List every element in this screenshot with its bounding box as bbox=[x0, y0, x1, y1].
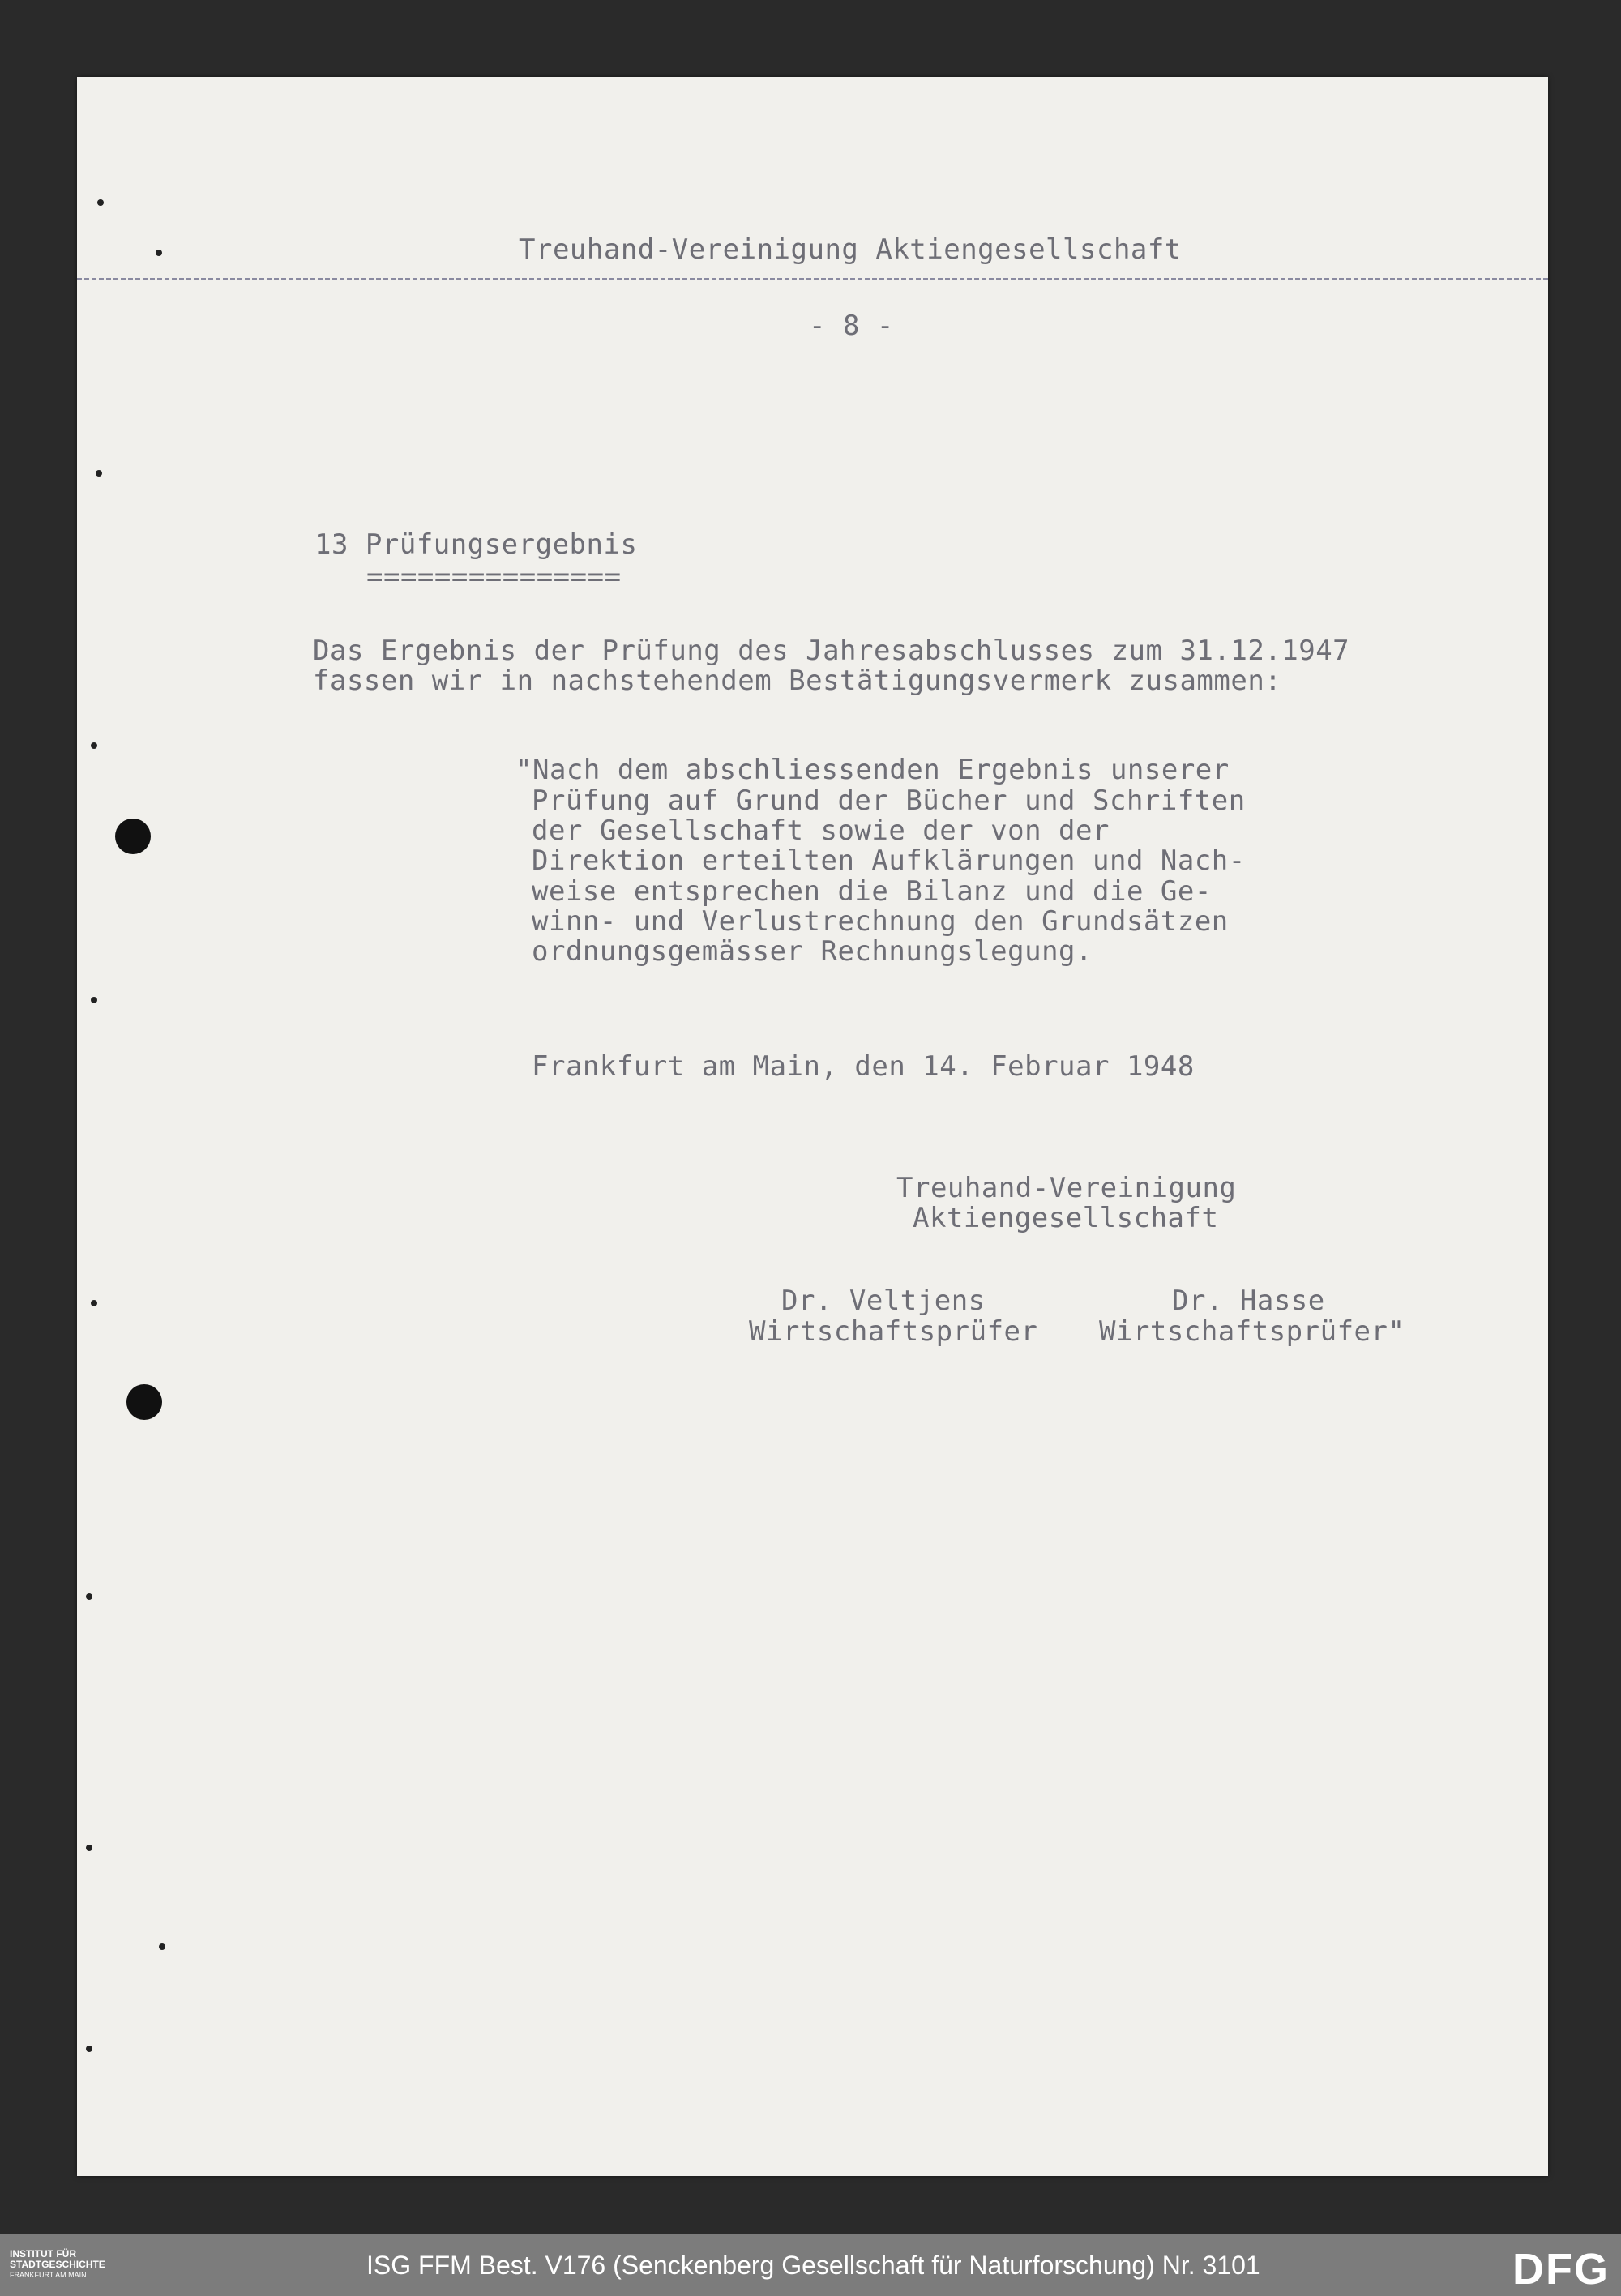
company-line: Treuhand-Vereinigung bbox=[896, 1172, 1237, 1204]
signatory-2-title: Wirtschaftsprüfer" bbox=[1099, 1315, 1405, 1348]
pin-hole bbox=[156, 250, 162, 256]
signatory-2-name: Dr. Hasse bbox=[1172, 1285, 1325, 1317]
punch-hole-top bbox=[115, 819, 151, 854]
institute-line: STADTGESCHICHTE bbox=[10, 2259, 105, 2270]
section-heading: 13 Prüfungsergebnis bbox=[314, 528, 638, 561]
section-underline: =============== bbox=[366, 561, 622, 593]
pin-hole bbox=[86, 1845, 92, 1851]
pin-hole bbox=[96, 470, 102, 477]
institute-logo bbox=[10, 2249, 105, 2281]
quote-line: "Nach dem abschliessenden Ergebnis unserer bbox=[515, 754, 1230, 786]
quote-line: der Gesellschaft sowie der von der bbox=[532, 815, 1110, 847]
letterhead: Treuhand-Vereinigung Aktiengesellschaft bbox=[519, 233, 1182, 266]
pin-hole bbox=[159, 1943, 165, 1950]
archive-caption: ISG FFM Best. V176 (Senckenberg Gesellschaft für Naturforschung) Nr. 3101 bbox=[366, 2251, 1260, 2280]
place-date: Frankfurt am Main, den 14. Februar 1948 bbox=[532, 1050, 1195, 1083]
institute-line: INSTITUT FÜR bbox=[10, 2248, 76, 2260]
quote-line: weise entsprechen die Bilanz und die Ge- bbox=[532, 875, 1212, 908]
document-page bbox=[77, 77, 1548, 2176]
institute-line: FRANKFURT AM MAIN bbox=[10, 2271, 87, 2279]
signatory-1-title: Wirtschaftsprüfer bbox=[749, 1315, 1038, 1348]
pin-hole bbox=[97, 199, 104, 206]
punch-hole-bottom bbox=[126, 1384, 162, 1420]
quote-line: winn- und Verlustrechnung den Grundsätzen bbox=[532, 905, 1229, 938]
dfg-logo: DFG bbox=[1512, 2245, 1610, 2294]
letterhead-rule bbox=[77, 278, 1548, 280]
page-number: - 8 - bbox=[809, 310, 894, 342]
quote-line: Prüfung auf Grund der Bücher und Schriften bbox=[532, 785, 1246, 817]
intro-line: fassen wir in nachstehendem Bestätigungsvermerk zusammen: bbox=[313, 665, 1282, 697]
pin-hole bbox=[86, 1593, 92, 1600]
pin-hole bbox=[86, 2046, 92, 2052]
intro-line: Das Ergebnis der Prüfung des Jahresabschlusses zum 31.12.1947 bbox=[313, 635, 1350, 667]
archive-footer bbox=[0, 2234, 1621, 2296]
company-line: Aktiengesellschaft bbox=[913, 1202, 1219, 1234]
quote-line: Direktion erteilten Aufklärungen und Nach- bbox=[532, 844, 1246, 877]
quote-line: ordnungsgemässer Rechnungslegung. bbox=[532, 935, 1093, 968]
pin-hole bbox=[91, 1300, 97, 1306]
pin-hole bbox=[91, 742, 97, 749]
pin-hole bbox=[91, 997, 97, 1003]
signatory-1-name: Dr. Veltjens bbox=[781, 1285, 986, 1317]
